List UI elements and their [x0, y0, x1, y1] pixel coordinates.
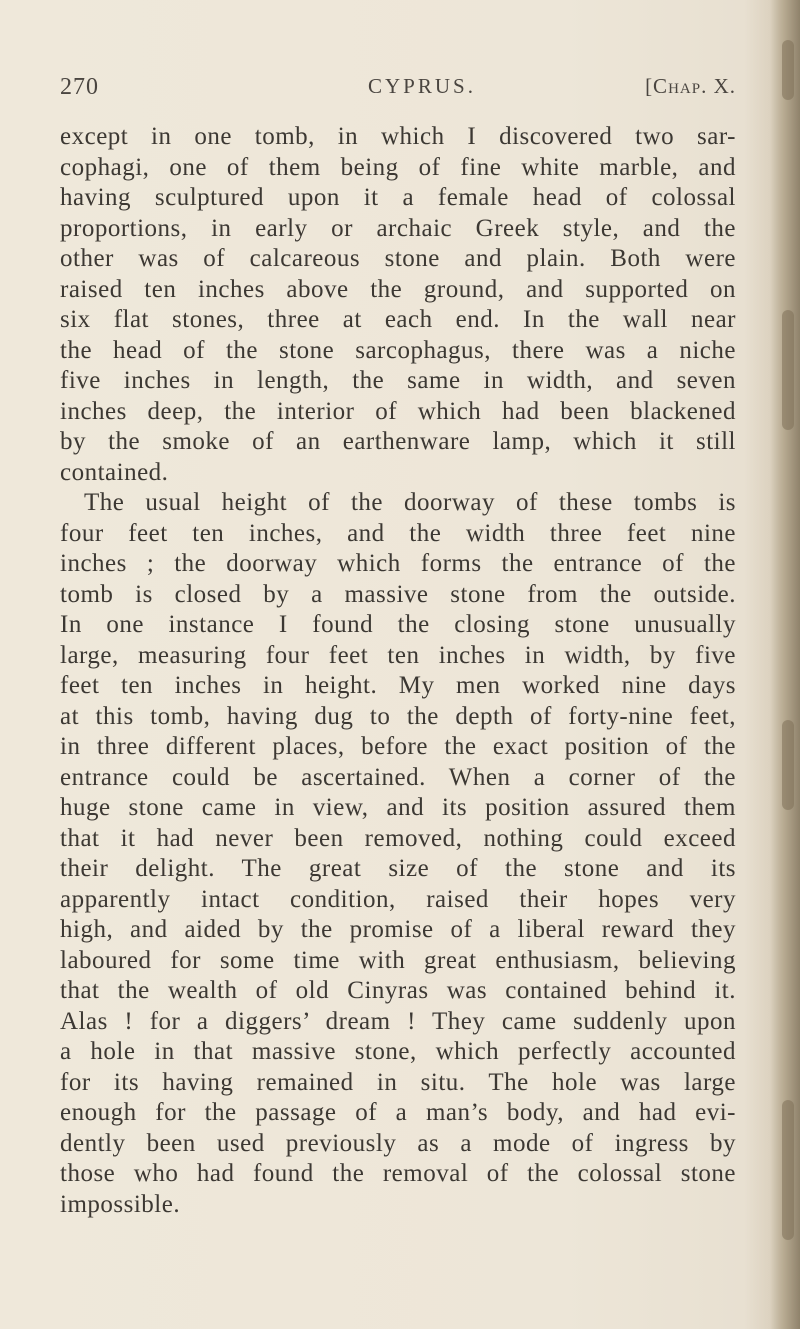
chapter-label: [Chap. X.	[645, 74, 736, 98]
text-line: those who had found the removal of the colossal stone	[60, 1160, 736, 1187]
text-line: having sculptured upon it a female head of colossal	[60, 184, 736, 211]
text-line: the head of the stone sarcophagus, there was a niche	[60, 336, 736, 364]
page-header	[60, 74, 736, 114]
text-line: entrance could be ascertained. When a corner of the	[60, 763, 736, 791]
text-line: huge stone came in view, and its position assured them	[60, 794, 736, 821]
text-line: that the wealth of old Cinyras was contained behind it.	[60, 977, 736, 1004]
text-line: their delight. The great size of the stone and its	[60, 855, 736, 882]
text-line: large, measuring four feet ten inches in width, by five	[60, 641, 736, 669]
running-title: CYPRUS.	[368, 74, 476, 98]
text-line: proportions, in early or archaic Greek style, and the	[60, 214, 736, 242]
text-line: six flat stones, three at each end. In the wall near	[60, 306, 736, 333]
spine-stain	[782, 1100, 794, 1240]
text-line: by the smoke of an earthenware lamp, which it still	[60, 428, 736, 455]
text-line: other was of calcareous stone and plain. Both were	[60, 245, 736, 272]
text-line: dently been used previously as a mode of ingress by	[60, 1129, 736, 1157]
text-line: high, and aided by the promise of a liberal reward they	[60, 916, 736, 943]
text-line: five inches in length, the same in width, and seven	[60, 367, 736, 394]
paragraph-start-line: The usual height of the doorway of these tombs is	[84, 489, 736, 516]
text-line: in three different places, before the exact position of the	[60, 733, 736, 760]
text-line: four feet ten inches, and the width three feet nine	[60, 519, 736, 547]
text-line: laboured for some time with great enthusiasm, believing	[60, 946, 736, 974]
spine-stain	[782, 40, 794, 100]
text-line: Alas ! for a diggers’ dream ! They came suddenly upon	[60, 1007, 736, 1035]
text-line: a hole in that massive stone, which perfectly accounted	[60, 1038, 736, 1065]
spine-stain	[782, 310, 794, 430]
text-line: impossible.	[60, 1190, 181, 1218]
text-line: apparently intact condition, raised their hopes very	[60, 885, 736, 913]
text-line: that it had never been removed, nothing could exceed	[60, 824, 736, 852]
text-line: except in one tomb, in which I discovered two sar-	[60, 123, 736, 150]
body-text	[60, 122, 736, 1220]
book-spine-shadow	[770, 0, 800, 1329]
text-line: cophagi, one of them being of fine white marble, and	[60, 153, 736, 181]
text-line: tomb is closed by a massive stone from the outside.	[60, 580, 736, 608]
page-number: 270	[60, 74, 99, 100]
text-line: at this tomb, having dug to the depth of forty-nine feet,	[60, 702, 736, 730]
spine-stain	[782, 720, 794, 810]
text-line: inches deep, the interior of which had been blackened	[60, 397, 736, 425]
text-line: for its having remained in situ. The hole was large	[60, 1068, 736, 1096]
text-line: inches ; the doorway which forms the entrance of the	[60, 550, 736, 577]
text-line: feet ten inches in height. My men worked nine days	[60, 672, 736, 699]
text-line: raised ten inches above the ground, and supported on	[60, 275, 736, 303]
text-line: contained.	[60, 458, 169, 486]
text-line: enough for the passage of a man’s body, and had evi-	[60, 1099, 736, 1126]
text-line: In one instance I found the closing stone unusually	[60, 611, 736, 638]
